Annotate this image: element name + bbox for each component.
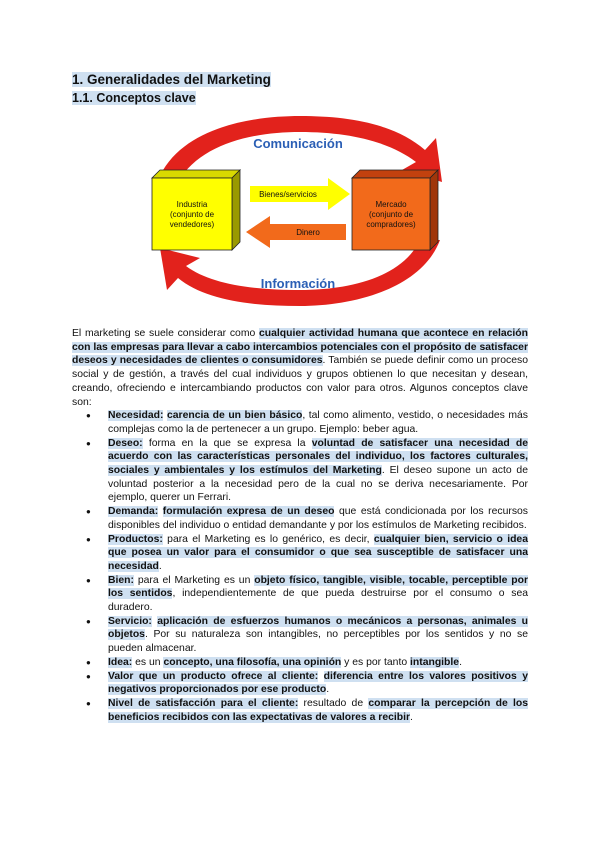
list-item: ● Bien: para el Marketing es un objeto físico, tangible, visible, tocable, perceptible por los sentidos, independientemente de que pueda destruirse por el consumo o sea duradero. bbox=[108, 574, 528, 615]
market-box bbox=[352, 170, 438, 250]
communication-label: Comunicación bbox=[253, 136, 343, 151]
industry-line-2: (conjunto de bbox=[169, 210, 215, 219]
market-line-1: Mercado bbox=[375, 200, 407, 209]
list-item: ● Deseo: forma en la que se expresa la voluntad de satisfacer una necesidad de acuerdo con las características personales del individuo, los factores culturales, sociales y ambientales y los estímulos del Marketing. El deseo supone un acto de voluntad posterior a la necesidad pero de la cual no se deriva necesariamente. Por ejemplo, querer un Ferrari. bbox=[108, 437, 528, 506]
list-item: ● Demanda: formulación expresa de un deseo que está condicionada por los recursos disponibles del individuo o entidad demandante y por los estímulos de Marketing recibidos. bbox=[108, 505, 528, 532]
concept-list bbox=[72, 409, 528, 724]
document-body bbox=[72, 327, 528, 724]
industry-line-1: Industria bbox=[176, 200, 208, 209]
list-item: ● Nivel de satisfacción para el cliente: resultado de comparar la percepción de los beneficios recibidos con las expectativas de valores a recibir. bbox=[108, 697, 528, 724]
section-heading: 1.1. Conceptos clave bbox=[72, 91, 196, 105]
industry-line-3: vendedores) bbox=[169, 220, 215, 229]
list-item: ● Productos: para el Marketing es lo genérico, es decir, cualquier bien, servicio o idea que posea un valor para el consumidor o que sea susceptible de satisfacer una necesidad. bbox=[108, 533, 528, 574]
list-item: ● Idea: es un concepto, una filosofía, una opinión y es por tanto intangible. bbox=[108, 656, 528, 670]
goods-arrow-label: Bienes/servicios bbox=[259, 190, 317, 199]
money-arrow-label: Dinero bbox=[296, 228, 320, 237]
list-item: ● Valor que un producto ofrece al cliente: diferencia entre los valores positivos y negativos proporcionados por ese producto. bbox=[108, 670, 528, 697]
intro-paragraph: El marketing se suele considerar como cualquier actividad humana que acontece en relación con las empresas para llevar a cabo intercambios potenciales con el propósito de satisfacer deseos y necesidades de clientes o consumidores. También se puede definir como un proceso social y de gestión, a través del cual individuos y grupos obtienen lo que necesitan y desean, creando, ofreciendo e intercambiando productos con valor para otros. Algunos conceptos clave son: bbox=[72, 328, 528, 408]
page-heading: 1. Generalidades del Marketing bbox=[72, 72, 271, 87]
market-line-3: compradores) bbox=[366, 220, 416, 229]
market-line-2: (conjunto de bbox=[368, 210, 414, 219]
list-item: ● Servicio: aplicación de esfuerzos humanos o mecánicos a personas, animales u objetos. Por su naturaleza son intangibles, no perceptibles por los sentidos y no se pueden almacenar. bbox=[108, 615, 528, 656]
marketing-exchange-diagram bbox=[140, 110, 460, 315]
industry-box bbox=[152, 170, 240, 250]
information-label: Información bbox=[260, 276, 336, 291]
list-item: ● Necesidad: carencia de un bien básico, tal como alimento, vestido, o necesidades más complejas como la de pertenecer a un grupo. Ejemplo: beber agua. bbox=[108, 409, 528, 436]
